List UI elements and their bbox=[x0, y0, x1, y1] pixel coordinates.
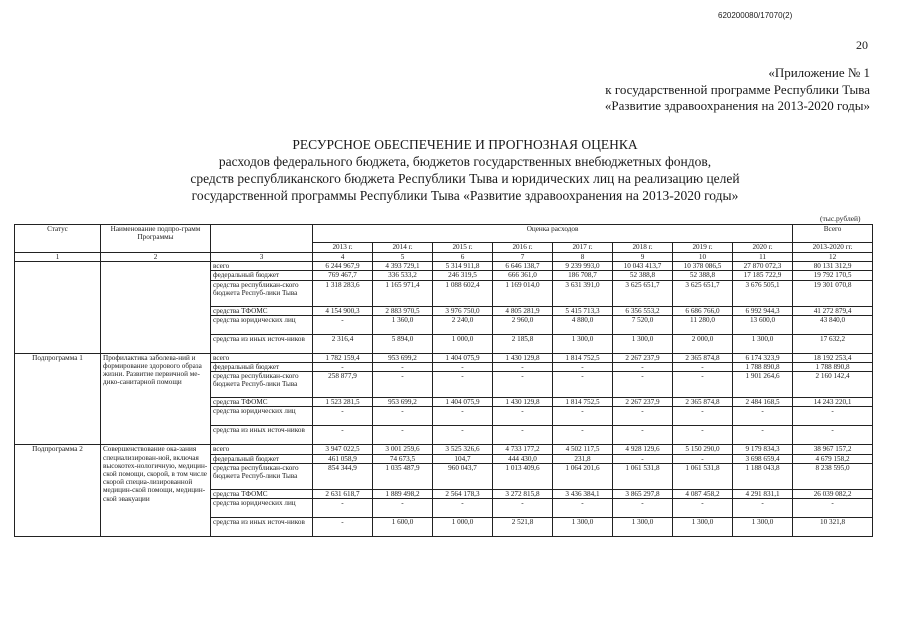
row-value: 5 314 911,8 bbox=[433, 262, 493, 271]
header-total: Всего bbox=[793, 225, 873, 243]
row-value: 10 378 086,5 bbox=[673, 262, 733, 271]
row-value: - bbox=[433, 426, 493, 445]
header-column-number: 9 bbox=[613, 253, 673, 262]
row-value: 769 467,7 bbox=[313, 271, 373, 280]
header-column-number: 10 bbox=[673, 253, 733, 262]
row-value: - bbox=[673, 499, 733, 518]
row-subprogram-name: Профилактика заболева-ний и формирование здорового образа жизни. Развитие первичной ме-дико-санитарной помощи bbox=[101, 353, 211, 445]
row-value: 13 600,0 bbox=[733, 315, 793, 334]
row-value: 1 523 281,5 bbox=[313, 398, 373, 407]
row-funding-source: средства из иных источ-ников bbox=[211, 518, 313, 537]
row-value: - bbox=[553, 372, 613, 398]
row-value: - bbox=[493, 363, 553, 372]
header-subprogram-name: Наименование подпро-грамм Программы bbox=[101, 225, 211, 253]
row-value: - bbox=[433, 372, 493, 398]
row-value: 3 947 022,5 bbox=[313, 445, 373, 454]
header-column-number: 1 bbox=[15, 253, 101, 262]
row-value: - bbox=[493, 499, 553, 518]
row-value: 2 631 618,7 bbox=[313, 489, 373, 498]
row-value: 2 564 178,3 bbox=[433, 489, 493, 498]
title-line-2: расходов федерального бюджета, бюджетов государственных внебюджетных фондов, bbox=[218, 154, 712, 169]
row-value: - bbox=[433, 407, 493, 426]
row-value: 1 889 498,2 bbox=[373, 489, 433, 498]
row-value: - bbox=[373, 363, 433, 372]
row-value: - bbox=[733, 407, 793, 426]
header-column-number: 3 bbox=[211, 253, 313, 262]
unit-label: (тыс.рублей) bbox=[820, 214, 861, 223]
row-value: 38 967 157,2 bbox=[793, 445, 873, 454]
row-value: 52 388,8 bbox=[673, 271, 733, 280]
row-value: - bbox=[433, 499, 493, 518]
title-line-1: РЕСУРСНОЕ ОБЕСПЕЧЕНИЕ И ПРОГНОЗНАЯ ОЦЕНКА bbox=[292, 137, 638, 152]
row-value: 246 319,5 bbox=[433, 271, 493, 280]
row-value: - bbox=[553, 426, 613, 445]
row-value: 1 035 487,9 bbox=[373, 463, 433, 489]
row-value: 5 415 713,3 bbox=[553, 306, 613, 315]
row-funding-source: средства юридических лиц bbox=[211, 315, 313, 334]
row-value: - bbox=[313, 518, 373, 537]
row-value: 1 061 531,8 bbox=[613, 463, 673, 489]
row-value: 18 192 253,4 bbox=[793, 353, 873, 362]
row-funding-source: всего bbox=[211, 262, 313, 271]
row-value: 444 430,0 bbox=[493, 454, 553, 463]
header-year: 2013 г. bbox=[313, 243, 373, 253]
header-year: 2018 г. bbox=[613, 243, 673, 253]
row-value: 4 502 117,5 bbox=[553, 445, 613, 454]
row-value: 461 058,9 bbox=[313, 454, 373, 463]
row-value: 2 000,0 bbox=[673, 334, 733, 353]
row-funding-source: средства из иных источ-ников bbox=[211, 334, 313, 353]
row-value: - bbox=[553, 407, 613, 426]
row-funding-source: средства юридических лиц bbox=[211, 499, 313, 518]
row-value: 1 300,0 bbox=[673, 518, 733, 537]
row-value: 2 316,4 bbox=[313, 334, 373, 353]
row-value: - bbox=[793, 407, 873, 426]
table-row bbox=[15, 445, 873, 454]
row-funding-source: средства юридических лиц bbox=[211, 407, 313, 426]
row-value: 2 267 237,9 bbox=[613, 353, 673, 362]
row-value: 2 960,0 bbox=[493, 315, 553, 334]
row-value: 10 321,8 bbox=[793, 518, 873, 537]
row-value: 2 484 168,5 bbox=[733, 398, 793, 407]
row-value: 2 185,8 bbox=[493, 334, 553, 353]
row-value: 2 365 874,8 bbox=[673, 398, 733, 407]
row-value: 19 792 170,5 bbox=[793, 271, 873, 280]
row-value: 80 131 312,9 bbox=[793, 262, 873, 271]
row-value: 2 240,0 bbox=[433, 315, 493, 334]
row-value: 1 404 075,9 bbox=[433, 353, 493, 362]
row-value: 3 625 651,7 bbox=[613, 280, 673, 306]
row-funding-source: средства республикан-ского бюджета Респуб-лики Тыва bbox=[211, 463, 313, 489]
document-title bbox=[120, 136, 810, 204]
row-value: 1 188 043,8 bbox=[733, 463, 793, 489]
row-status: Подпрограмма 1 bbox=[15, 353, 101, 445]
row-value: - bbox=[613, 407, 673, 426]
row-value: - bbox=[673, 407, 733, 426]
row-value: 1 814 752,5 bbox=[553, 398, 613, 407]
row-value: - bbox=[313, 426, 373, 445]
row-value: - bbox=[313, 499, 373, 518]
row-value: - bbox=[433, 363, 493, 372]
row-value: 3 976 750,0 bbox=[433, 306, 493, 315]
row-value: - bbox=[313, 407, 373, 426]
row-value: 1 300,0 bbox=[613, 518, 673, 537]
row-value: 3 698 659,4 bbox=[733, 454, 793, 463]
row-value: 1 300,0 bbox=[733, 334, 793, 353]
row-value: 1 788 890,8 bbox=[793, 363, 873, 372]
header-column-number: 8 bbox=[553, 253, 613, 262]
row-value: 9 239 993,0 bbox=[553, 262, 613, 271]
row-value: 104,7 bbox=[433, 454, 493, 463]
row-value: 1 788 890,8 bbox=[733, 363, 793, 372]
row-value: 1 404 075,9 bbox=[433, 398, 493, 407]
row-value: - bbox=[613, 426, 673, 445]
header-year: 2015 г. bbox=[433, 243, 493, 253]
row-value: - bbox=[673, 363, 733, 372]
row-value: 74 673,5 bbox=[373, 454, 433, 463]
header-estimate: Оценка расходов bbox=[313, 225, 793, 243]
row-value: 186 708,7 bbox=[553, 271, 613, 280]
resource-table bbox=[14, 224, 873, 537]
header-year: 2014 г. bbox=[373, 243, 433, 253]
row-value: 2 160 142,4 bbox=[793, 372, 873, 398]
row-value: 41 272 879,4 bbox=[793, 306, 873, 315]
row-status: Подпрограмма 2 bbox=[15, 445, 101, 537]
row-value: 8 238 595,0 bbox=[793, 463, 873, 489]
row-value: 1 165 971,4 bbox=[373, 280, 433, 306]
row-funding-source: всего bbox=[211, 353, 313, 362]
row-value: 1 782 159,4 bbox=[313, 353, 373, 362]
row-value: 1 000,0 bbox=[433, 518, 493, 537]
header-column-number: 6 bbox=[433, 253, 493, 262]
row-value: 3 865 297,8 bbox=[613, 489, 673, 498]
row-value: 4 679 158,2 bbox=[793, 454, 873, 463]
row-funding-source: средства республикан-ского бюджета Респуб-лики Тыва bbox=[211, 372, 313, 398]
row-value: 4 880,0 bbox=[553, 315, 613, 334]
appendix-block bbox=[556, 65, 870, 115]
row-value: 1 360,0 bbox=[373, 315, 433, 334]
row-value: - bbox=[613, 363, 673, 372]
header-column-number: 12 bbox=[793, 253, 873, 262]
row-value: - bbox=[733, 499, 793, 518]
header-column-number: 2 bbox=[101, 253, 211, 262]
header-year: 2013-2020 гг. bbox=[793, 243, 873, 253]
row-value: 6 686 766,0 bbox=[673, 306, 733, 315]
row-funding-source: федеральный бюджет bbox=[211, 271, 313, 280]
row-value: 3 001 259,6 bbox=[373, 445, 433, 454]
appendix-line-2: к государственной программе Республики Тыва bbox=[605, 81, 870, 97]
row-value: 1 430 129,8 bbox=[493, 353, 553, 362]
row-value: - bbox=[493, 372, 553, 398]
row-value: 6 244 967,9 bbox=[313, 262, 373, 271]
row-value: 43 840,0 bbox=[793, 315, 873, 334]
row-value: 2 267 237,9 bbox=[613, 398, 673, 407]
appendix-line-1: «Приложение № 1 bbox=[768, 65, 870, 80]
row-funding-source: всего bbox=[211, 445, 313, 454]
row-value: 1 300,0 bbox=[733, 518, 793, 537]
row-value: - bbox=[373, 499, 433, 518]
header-column-number: 5 bbox=[373, 253, 433, 262]
row-value: 1 814 752,5 bbox=[553, 353, 613, 362]
row-value: - bbox=[673, 426, 733, 445]
row-value: 1 061 531,8 bbox=[673, 463, 733, 489]
row-value: 3 631 391,0 bbox=[553, 280, 613, 306]
row-value: 10 043 413,7 bbox=[613, 262, 673, 271]
row-value: 1 430 129,8 bbox=[493, 398, 553, 407]
header-year: 2020 г. bbox=[733, 243, 793, 253]
row-value: - bbox=[673, 372, 733, 398]
row-value: 666 361,0 bbox=[493, 271, 553, 280]
row-value: 1 300,0 bbox=[553, 334, 613, 353]
row-value: 1 000,0 bbox=[433, 334, 493, 353]
header-year: 2016 г. bbox=[493, 243, 553, 253]
row-value: 4 393 729,1 bbox=[373, 262, 433, 271]
row-value: 1 600,0 bbox=[373, 518, 433, 537]
row-value: 3 436 384,1 bbox=[553, 489, 613, 498]
row-value: 5 150 290,0 bbox=[673, 445, 733, 454]
row-status bbox=[15, 262, 101, 354]
row-value: - bbox=[613, 499, 673, 518]
row-value: 6 992 944,3 bbox=[733, 306, 793, 315]
row-value: 231,8 bbox=[553, 454, 613, 463]
row-subprogram-name bbox=[101, 262, 211, 354]
row-value: 1 169 014,0 bbox=[493, 280, 553, 306]
row-value: 4 154 900,3 bbox=[313, 306, 373, 315]
row-value: - bbox=[313, 315, 373, 334]
title-line-4: государственной программы Республики Тыва «Развитие здравоохранения на 2013-2020 годы» bbox=[191, 188, 739, 203]
row-value: 3 625 651,7 bbox=[673, 280, 733, 306]
row-funding-source: средства ТФОМС bbox=[211, 489, 313, 498]
row-funding-source: средства ТФОМС bbox=[211, 398, 313, 407]
row-funding-source: средства республикан-ского бюджета Респуб-лики Тыва bbox=[211, 280, 313, 306]
table-row bbox=[15, 353, 873, 362]
row-value: 26 039 082,2 bbox=[793, 489, 873, 498]
row-value: 11 280,0 bbox=[673, 315, 733, 334]
row-value: - bbox=[673, 454, 733, 463]
row-funding-source: средства ТФОМС bbox=[211, 306, 313, 315]
row-value: 2 365 874,8 bbox=[673, 353, 733, 362]
header-year: 2019 г. bbox=[673, 243, 733, 253]
row-value: 5 894,0 bbox=[373, 334, 433, 353]
row-value: 1 064 201,6 bbox=[553, 463, 613, 489]
row-value: - bbox=[613, 454, 673, 463]
header-source-blank bbox=[211, 225, 313, 253]
row-value: 9 179 834,3 bbox=[733, 445, 793, 454]
row-value: 1 318 283,6 bbox=[313, 280, 373, 306]
row-value: 854 344,9 bbox=[313, 463, 373, 489]
row-value: - bbox=[373, 426, 433, 445]
row-value: 6 356 553,2 bbox=[613, 306, 673, 315]
row-funding-source: средства из иных источ-ников bbox=[211, 426, 313, 445]
row-value: - bbox=[493, 407, 553, 426]
row-value: 19 301 070,8 bbox=[793, 280, 873, 306]
row-value: - bbox=[733, 426, 793, 445]
row-value: 4 291 831,1 bbox=[733, 489, 793, 498]
row-value: - bbox=[373, 372, 433, 398]
row-value: - bbox=[313, 363, 373, 372]
header-column-number: 4 bbox=[313, 253, 373, 262]
row-value: 2 883 970,5 bbox=[373, 306, 433, 315]
row-value: 3 272 815,8 bbox=[493, 489, 553, 498]
row-subprogram-name: Совершенствование ока-зания специализирован-ной, включая высокотех-нологичную, медицин-ской помощи, скорой, в том числе скорой специа-лизированной медицин-ской помощи, медицин-ской эвакуации bbox=[101, 445, 211, 537]
row-value: 27 870 072,3 bbox=[733, 262, 793, 271]
row-value: 3 525 326,6 bbox=[433, 445, 493, 454]
header-status: Статус bbox=[15, 225, 101, 253]
table-row bbox=[15, 262, 873, 271]
row-value: 258 877,9 bbox=[313, 372, 373, 398]
row-value: - bbox=[613, 372, 673, 398]
row-value: 4 087 458,2 bbox=[673, 489, 733, 498]
row-value: 953 699,2 bbox=[373, 398, 433, 407]
row-value: 2 521,8 bbox=[493, 518, 553, 537]
row-value: - bbox=[553, 363, 613, 372]
row-value: 1 300,0 bbox=[613, 334, 673, 353]
row-value: - bbox=[793, 499, 873, 518]
row-value: - bbox=[553, 499, 613, 518]
header-column-number: 11 bbox=[733, 253, 793, 262]
page-number: 20 bbox=[856, 38, 868, 52]
header-column-number: 7 bbox=[493, 253, 553, 262]
title-line-3: средств республиканского бюджета Республики Тыва и юридических лиц на реализацию целей bbox=[190, 171, 740, 186]
row-value: 6 174 323,9 bbox=[733, 353, 793, 362]
row-value: 14 243 220,1 bbox=[793, 398, 873, 407]
row-value: 1 300,0 bbox=[553, 518, 613, 537]
row-value: 4 733 177,2 bbox=[493, 445, 553, 454]
row-value: 1 088 602,4 bbox=[433, 280, 493, 306]
row-value: - bbox=[793, 426, 873, 445]
row-value: 336 533,2 bbox=[373, 271, 433, 280]
appendix-line-3: «Развитие здравоохранения на 2013-2020 годы» bbox=[604, 98, 870, 113]
row-value: - bbox=[493, 426, 553, 445]
row-value: 1 901 264,6 bbox=[733, 372, 793, 398]
header-year: 2017 г. bbox=[553, 243, 613, 253]
row-funding-source: федеральный бюджет bbox=[211, 363, 313, 372]
document-id: 620200080/17070(2) bbox=[718, 11, 793, 20]
row-value: 3 676 505,1 bbox=[733, 280, 793, 306]
row-value: 6 646 138,7 bbox=[493, 262, 553, 271]
row-value: 7 520,0 bbox=[613, 315, 673, 334]
row-value: 17 632,2 bbox=[793, 334, 873, 353]
row-value: 953 699,2 bbox=[373, 353, 433, 362]
row-value: 4 928 129,6 bbox=[613, 445, 673, 454]
row-value: 4 805 281,9 bbox=[493, 306, 553, 315]
row-value: 960 043,7 bbox=[433, 463, 493, 489]
row-funding-source: федеральный бюджет bbox=[211, 454, 313, 463]
row-value: 52 388,8 bbox=[613, 271, 673, 280]
row-value: 1 013 409,6 bbox=[493, 463, 553, 489]
row-value: - bbox=[373, 407, 433, 426]
row-value: 17 185 722,9 bbox=[733, 271, 793, 280]
